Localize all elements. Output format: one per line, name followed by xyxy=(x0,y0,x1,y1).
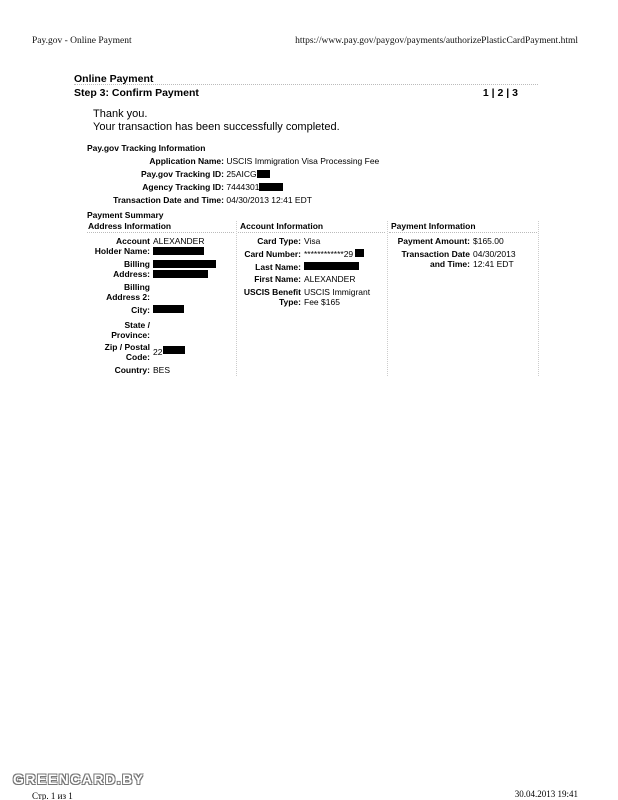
city-label: City: xyxy=(131,305,150,315)
first-name-value: ALEXANDER xyxy=(304,274,356,284)
application-name-row xyxy=(100,156,379,167)
application-name-value: USCIS Immigration Visa Processing Fee xyxy=(226,156,380,166)
card-type-value: Visa xyxy=(304,236,321,246)
card-number-row xyxy=(238,249,386,261)
column-divider xyxy=(387,221,388,376)
watermark-logo: GREENCARD.BY xyxy=(13,771,145,787)
billing-address-label-2: Address: xyxy=(113,269,150,279)
benefit-type-value-2: Fee $165 xyxy=(304,297,340,307)
account-holder-label-2: Holder Name: xyxy=(94,246,150,256)
payment-date-value-1: 04/30/2013 xyxy=(473,249,516,259)
redaction-bar xyxy=(153,260,216,268)
card-type-label: Card Type: xyxy=(257,236,301,246)
step-separator: | xyxy=(491,87,495,99)
payment-date-label-2: and Time: xyxy=(430,259,470,269)
billing-address-2-row xyxy=(87,282,235,304)
card-type-row xyxy=(238,236,386,248)
address-info-heading: Address Information xyxy=(88,221,172,231)
payment-amount-value: $165.00 xyxy=(473,236,504,246)
zip-label-2: Code: xyxy=(125,352,150,362)
column-divider xyxy=(236,221,237,376)
print-timestamp: 30.04.2013 19:41 xyxy=(514,789,578,799)
step-title: Step 3: Confirm Payment xyxy=(74,87,199,99)
account-info-heading: Account Information xyxy=(240,221,324,231)
redaction-bar xyxy=(257,170,270,178)
step-pager xyxy=(483,87,518,99)
success-line: Your transaction has been successfully completed. xyxy=(93,121,340,133)
state-label-1: State / xyxy=(124,320,150,330)
column-rule xyxy=(87,232,234,233)
column-divider xyxy=(538,221,539,376)
print-header xyxy=(32,36,578,50)
card-number-value: ************29 xyxy=(304,249,354,259)
benefit-type-value-1: USCIS Immigrant xyxy=(304,287,371,297)
print-page-number: Стр. 1 из 1 xyxy=(32,791,73,800)
column-rule xyxy=(238,232,385,233)
billing-address-label-1: Billing xyxy=(124,259,150,269)
agency-id-row xyxy=(100,182,283,193)
last-name-row xyxy=(238,262,386,274)
zip-value: 22 xyxy=(153,347,163,357)
print-page-url: https://www.pay.gov/paygov/payments/authorizePlasticCardPayment.html xyxy=(295,36,578,46)
agency-id-value: 7444301 xyxy=(226,182,260,192)
print-page-title: Pay.gov - Online Payment xyxy=(32,36,132,46)
transaction-datetime-label: Transaction Date and Time: xyxy=(113,195,224,205)
account-holder-row xyxy=(87,236,235,258)
step-link-1[interactable]: 1 xyxy=(482,87,489,99)
column-rule xyxy=(389,232,537,233)
redaction-bar xyxy=(304,262,359,270)
payment-date-label-1: Transaction Date xyxy=(401,249,470,259)
state-label-2: Province: xyxy=(111,330,150,340)
thanks-line: Thank you. xyxy=(93,108,148,120)
zip-label-1: Zip / Postal xyxy=(104,342,150,352)
benefit-type-row xyxy=(238,287,386,309)
payment-summary-table xyxy=(87,221,539,376)
redaction-bar xyxy=(153,305,184,313)
paygov-id-label: Pay.gov Tracking ID: xyxy=(141,169,224,179)
paygov-id-value: 25AICG xyxy=(226,169,257,179)
application-name-label: Application Name: xyxy=(149,156,224,166)
redaction-bar xyxy=(355,249,364,257)
billing-address-2-label-1: Billing xyxy=(124,282,150,292)
billing-address-row xyxy=(87,259,235,281)
payment-date-value-2: 12:41 EDT xyxy=(473,259,514,269)
step-link-2[interactable]: 2 xyxy=(497,87,504,99)
payment-amount-label: Payment Amount: xyxy=(397,236,470,246)
payment-amount-row xyxy=(389,236,537,248)
confirmation-message xyxy=(93,108,340,134)
city-row xyxy=(87,305,235,317)
country-row xyxy=(87,365,235,377)
first-name-row xyxy=(238,274,386,286)
transaction-datetime-value: 04/30/2013 12:41 EDT xyxy=(226,195,312,205)
paygov-id-row xyxy=(100,169,270,180)
benefit-type-label-1: USCIS Benefit xyxy=(243,287,301,297)
zip-row xyxy=(87,342,235,364)
country-label: Country: xyxy=(114,365,150,375)
transaction-datetime-row xyxy=(100,195,312,206)
payment-summary-heading: Payment Summary xyxy=(87,210,164,220)
benefit-type-label-2: Type: xyxy=(278,297,301,307)
redaction-bar xyxy=(153,247,204,255)
first-name-label: First Name: xyxy=(254,274,301,284)
step-link-3[interactable]: 3 xyxy=(512,87,518,99)
account-holder-label-1: Account xyxy=(116,236,150,246)
step-separator: | xyxy=(506,87,510,99)
payment-info-heading: Payment Information xyxy=(391,221,476,231)
step-header xyxy=(74,87,518,101)
last-name-label: Last Name: xyxy=(255,262,301,272)
billing-address-2-label-2: Address 2: xyxy=(106,292,150,302)
agency-id-label: Agency Tracking ID: xyxy=(142,182,224,192)
state-row xyxy=(87,320,235,342)
redaction-bar xyxy=(259,183,283,191)
payment-date-row xyxy=(389,249,537,271)
tracking-heading: Pay.gov Tracking Information xyxy=(87,143,206,153)
redaction-bar xyxy=(153,270,208,278)
title-divider xyxy=(74,84,538,85)
redaction-bar xyxy=(163,346,185,354)
card-number-label: Card Number: xyxy=(244,249,301,259)
account-holder-value: ALEXANDER xyxy=(153,236,205,246)
country-value: BES xyxy=(153,365,171,375)
section-title: Online Payment xyxy=(74,73,154,85)
